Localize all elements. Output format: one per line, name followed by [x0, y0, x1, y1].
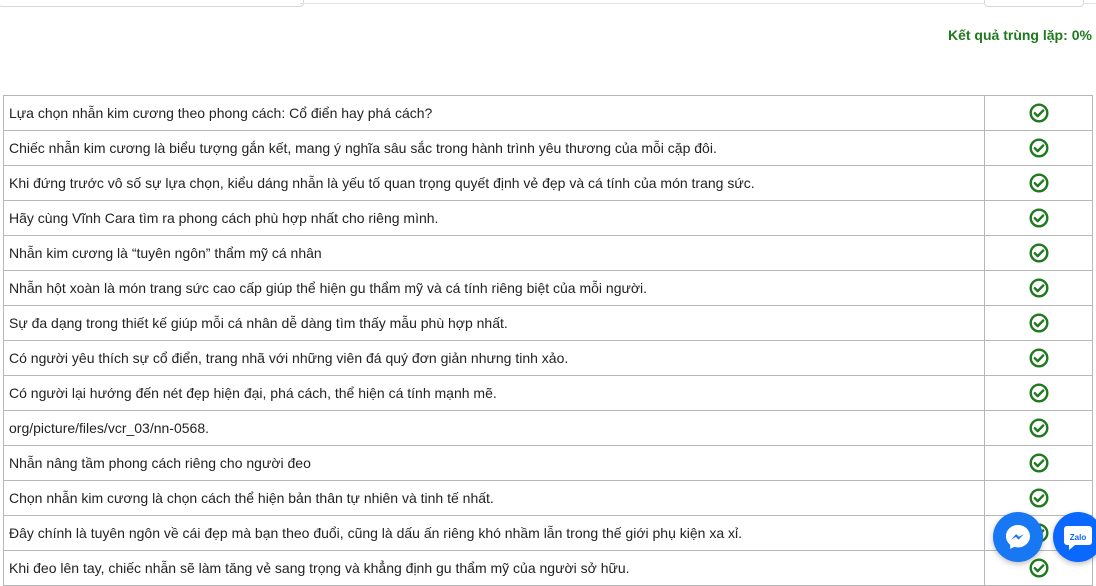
sentence-text: Đây chính là tuyên ngôn về cái đẹp mà bạn theo đuổi, cũng là dấu ấn riêng khó nhầm lẫn trong thế giới phụ kiện xa xỉ.	[4, 516, 985, 551]
sentence-text: Khi đứng trước vô số sự lựa chọn, kiểu dáng nhẫn là yếu tố quan trọng quyết định vẻ đẹp và cá tính của món trang sức.	[4, 166, 985, 201]
table-row	[4, 376, 1093, 411]
sentence-status	[985, 446, 1093, 481]
check-button[interactable]	[984, 0, 1084, 7]
sentence-status	[985, 411, 1093, 446]
check-circle-icon	[1029, 173, 1049, 193]
messenger-icon	[1003, 522, 1033, 552]
zalo-label: Zalo	[1069, 532, 1087, 542]
duplicate-result-value: 0%	[1071, 27, 1092, 43]
check-circle-icon	[1029, 313, 1049, 333]
sentence-text: Nhẫn nâng tầm phong cách riêng cho người đeo	[4, 446, 985, 481]
check-circle-icon	[1029, 348, 1049, 368]
zalo-button[interactable]	[1053, 512, 1096, 562]
table-row	[4, 516, 1093, 551]
top-divider	[300, 3, 1096, 4]
sentence-status	[985, 306, 1093, 341]
check-circle-icon	[1029, 418, 1049, 438]
sentence-status	[985, 166, 1093, 201]
duplicate-result-label: Kết quả trùng lặp:	[947, 27, 1068, 43]
sentence-text: Hãy cùng Vĩnh Cara tìm ra phong cách phù hợp nhất cho riêng mình.	[4, 201, 985, 236]
sentence-text: Chiếc nhẫn kim cương là biểu tượng gắn kết, mang ý nghĩa sâu sắc trong hành trình yêu thương của mỗi cặp đôi.	[4, 131, 985, 166]
check-circle-icon	[1029, 278, 1049, 298]
check-circle-icon	[1029, 208, 1049, 228]
sentence-status	[985, 481, 1093, 516]
sentence-text: Lựa chọn nhẫn kim cương theo phong cách: Cổ điển hay phá cách?	[4, 96, 985, 131]
table-row	[4, 166, 1093, 201]
sentence-text: Nhẫn kim cương là “tuyên ngôn” thẩm mỹ cá nhân	[4, 236, 985, 271]
sentence-text: Có người yêu thích sự cổ điển, trang nhã với những viên đá quý đơn giản nhưng tinh xảo.	[4, 341, 985, 376]
sentence-status	[985, 376, 1093, 411]
sentence-text: org/picture/files/vcr_03/nn-0568.	[4, 411, 985, 446]
sentence-table	[3, 95, 1093, 586]
sentence-status	[985, 271, 1093, 306]
check-circle-icon	[1029, 453, 1049, 473]
check-circle-icon	[1029, 103, 1049, 123]
sentence-status	[985, 131, 1093, 166]
table-row	[4, 201, 1093, 236]
sentence-text: Chọn nhẫn kim cương là chọn cách thể hiện bản thân tự nhiên và tinh tế nhất.	[4, 481, 985, 516]
sentence-status	[985, 341, 1093, 376]
duplicate-result	[948, 27, 1092, 43]
sentence-status	[985, 201, 1093, 236]
table-row	[4, 481, 1093, 516]
sentence-text: Nhẫn hột xoàn là món trang sức cao cấp giúp thể hiện gu thẩm mỹ và cá tính riêng biệt của mỗi người.	[4, 271, 985, 306]
table-row	[4, 551, 1093, 586]
sentence-text: Khi đeo lên tay, chiếc nhẫn sẽ làm tăng vẻ sang trọng và khẳng định gu thẩm mỹ của người sở hữu.	[4, 551, 985, 586]
table-row	[4, 236, 1093, 271]
table-row	[4, 271, 1093, 306]
check-circle-icon	[1029, 488, 1049, 508]
table-row	[4, 411, 1093, 446]
table-row	[4, 446, 1093, 481]
sentence-status	[985, 96, 1093, 131]
check-circle-icon	[1029, 383, 1049, 403]
search-input[interactable]	[0, 0, 304, 7]
check-circle-icon	[1029, 243, 1049, 263]
messenger-button[interactable]	[993, 512, 1043, 562]
sentence-text: Có người lại hướng đến nét đẹp hiện đại, phá cách, thể hiện cá tính mạnh mẽ.	[4, 376, 985, 411]
sentence-status	[985, 236, 1093, 271]
table-row	[4, 306, 1093, 341]
table-row	[4, 96, 1093, 131]
sentence-text: Sự đa dạng trong thiết kế giúp mỗi cá nhân dễ dàng tìm thấy mẫu phù hợp nhất.	[4, 306, 985, 341]
table-row	[4, 341, 1093, 376]
check-circle-icon	[1029, 558, 1049, 578]
check-circle-icon	[1029, 138, 1049, 158]
table-row	[4, 131, 1093, 166]
